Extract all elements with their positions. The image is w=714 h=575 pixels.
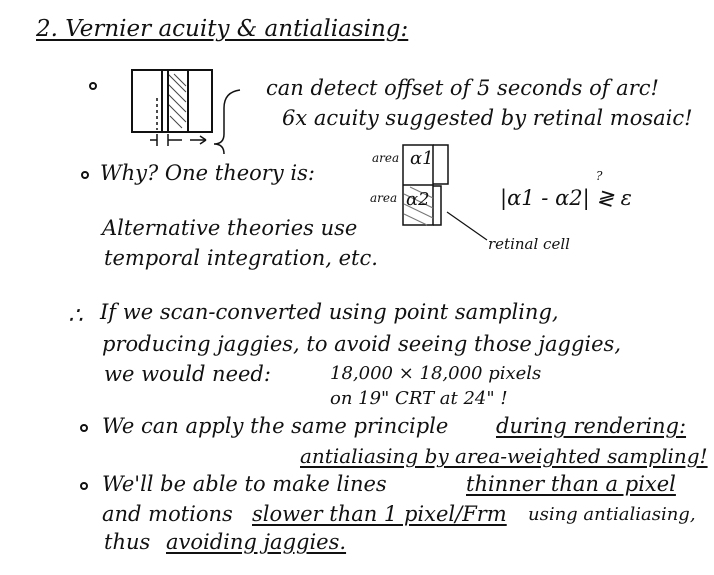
item3-line3a: we would need: bbox=[104, 362, 271, 386]
formula-question-mark: ? bbox=[596, 169, 603, 183]
item4-line2: antialiasing by area-weighted sampling! bbox=[300, 444, 708, 468]
item3-line4: on 19" CRT at 24" ! bbox=[330, 388, 508, 409]
alpha2-label: α2 bbox=[406, 189, 430, 210]
item3-line1: If we scan-converted using point sampling, bbox=[100, 300, 559, 324]
alt-theories-line1: Alternative theories use bbox=[102, 216, 358, 240]
bullet-4 bbox=[80, 424, 88, 432]
item5-line2c: using antialiasing, bbox=[528, 504, 696, 525]
item5-line1a: We'll be able to make lines bbox=[102, 472, 387, 496]
page-title: 2. Vernier acuity & antialiasing: bbox=[36, 16, 409, 42]
item4-line1b: during rendering: bbox=[496, 414, 687, 438]
item2-why: Why? One theory is: bbox=[100, 161, 315, 185]
item5-line2a: and motions bbox=[102, 502, 233, 526]
item5-line1b: thinner than a pixel bbox=[466, 472, 676, 496]
item1-line1: can detect offset of 5 seconds of arc! bbox=[266, 76, 659, 100]
item3-line2: producing jaggies, to avoid seeing those jaggies, bbox=[102, 332, 622, 356]
alpha-formula: |α1 - α2| ≷ ε bbox=[500, 186, 632, 210]
retinal-cell-label: retinal cell bbox=[488, 235, 570, 253]
bullet-5 bbox=[80, 482, 88, 490]
alpha1-label: α1 bbox=[410, 148, 434, 169]
item1-line2: 6x acuity suggested by retinal mosaic! bbox=[282, 106, 693, 130]
area-label-2: area bbox=[370, 191, 398, 205]
item4-line1a: We can apply the same principle bbox=[102, 414, 449, 438]
therefore-symbol: ∴ bbox=[68, 303, 83, 329]
item5-line3b: avoiding jaggies. bbox=[166, 530, 347, 554]
item3-line3b: 18,000 × 18,000 pixels bbox=[330, 363, 542, 384]
item5-line2b: slower than 1 pixel/Frm bbox=[252, 502, 507, 526]
item5-line3a: thus bbox=[104, 530, 151, 554]
alt-theories-line2: temporal integration, etc. bbox=[104, 246, 378, 270]
area-label-1: area bbox=[372, 151, 400, 165]
